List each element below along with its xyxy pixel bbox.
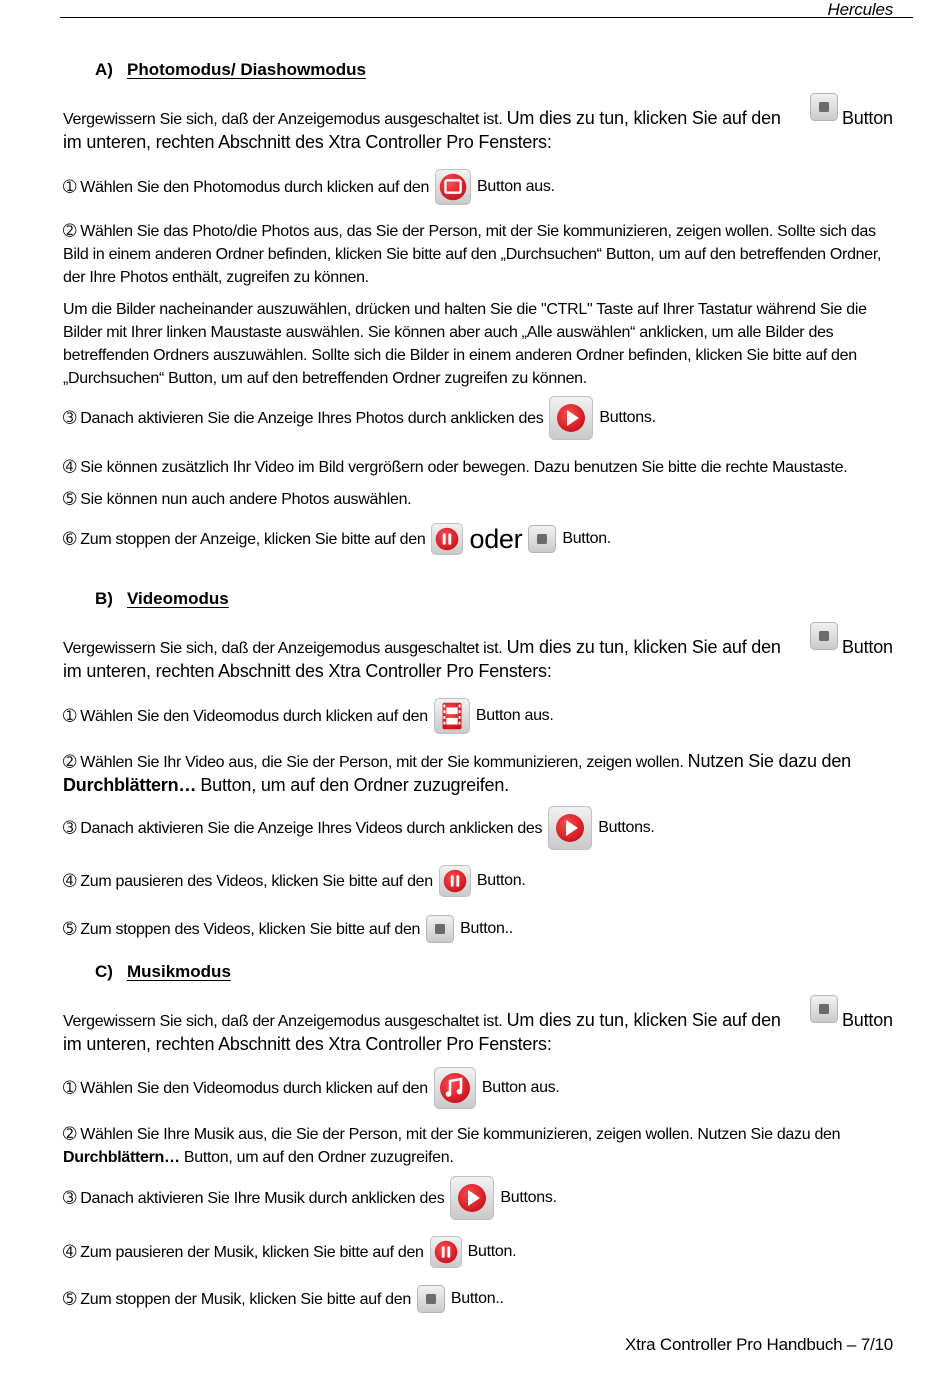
section-c-step2 [63, 1123, 893, 1169]
section-b-step1 [63, 697, 554, 735]
section-a-step2: ➁ Wählen Sie das Photo/die Photos aus, das Sie der Person, mit der Sie kommunizieren, zeigen wollen. Sollte sich das Bild in einem anderen Ordner befinden, klicken Sie bitte auf den „Durchsuchen“ Button, um auf den betreffenden Ordner, der Ihre Photos enthält, zugreifen zu können. [63, 223, 882, 286]
header-rule [60, 17, 913, 18]
photo-mode-icon[interactable] [435, 169, 471, 205]
section-a-intro-b: Um dies zu tun, klicken Sie auf den [506, 108, 781, 128]
section-b-intro [63, 636, 893, 660]
stop-icon[interactable] [417, 1285, 445, 1313]
section-c-step5-text: ➄ Zum stoppen der Musik, klicken Sie bitte auf den [63, 1291, 411, 1308]
pause-icon[interactable] [439, 865, 471, 897]
section-a-step3-text: ➂ Danach aktivieren Sie die Anzeige Ihres Photos durch anklicken des [63, 410, 544, 427]
section-c-intro-d: im unteren, rechten Abschnitt des Xtra Controller Pro Fensters: [63, 1034, 552, 1054]
section-c-step4-text: ➃ Zum pausieren der Musik, klicken Sie bitte auf den [63, 1244, 424, 1261]
play-icon[interactable] [549, 396, 593, 440]
stop-icon[interactable] [810, 93, 838, 121]
section-c-intro-button-word: Button [842, 1010, 893, 1030]
section-c-step2-b: Durchblättern… [63, 1149, 180, 1166]
section-b-heading [95, 589, 229, 609]
play-icon[interactable] [450, 1176, 494, 1220]
pause-icon[interactable] [431, 523, 463, 555]
stop-icon[interactable] [426, 915, 454, 943]
section-a-step1-post: Button aus. [477, 178, 555, 195]
section-c-step3-text: ➂ Danach aktivieren Sie Ihre Musik durch anklicken des [63, 1190, 445, 1207]
section-a-intro [63, 107, 893, 131]
header-brand: Hercules [827, 0, 893, 19]
section-c-step1-text: ➀ Wählen Sie den Videomodus durch klicken auf den [63, 1080, 428, 1097]
section-b-intro-button-word: Button [842, 637, 893, 657]
section-b-step2-a: ➁ Wählen Sie Ihr Video aus, die Sie der Person, mit der Sie kommunizieren, zeigen wollen. [63, 754, 684, 771]
stop-icon[interactable] [810, 622, 838, 650]
section-a-step6-text: ➅ Zum stoppen der Anzeige, klicken Sie bitte auf den [63, 531, 426, 548]
section-a-step5: ➄ Sie können nun auch andere Photos auswählen. [63, 491, 412, 508]
section-c-intro-b: Um dies zu tun, klicken Sie auf den [506, 1010, 781, 1030]
section-b-step2-b: Nutzen Sie dazu den [687, 751, 851, 771]
section-b-step3-post: Buttons. [598, 819, 655, 836]
section-b-step4 [63, 863, 525, 899]
section-a-step6-or: oder [469, 523, 523, 554]
section-a-step4: ➃ Sie können zusätzlich Ihr Video im Bild vergrößern oder bewegen. Dazu benutzen Sie bitte die rechte Maustaste. [63, 459, 848, 476]
section-a-step6-post: Button. [562, 530, 611, 547]
section-b-step1-post: Button aus. [475, 707, 554, 724]
section-c-step5 [63, 1283, 504, 1315]
section-c-heading [95, 962, 231, 982]
section-b-step1-text: ➀ Wählen Sie den Videomodus durch klicken auf den [63, 708, 428, 725]
section-a-heading [95, 60, 366, 80]
section-a-label: A) [95, 60, 113, 79]
pause-icon[interactable] [430, 1236, 462, 1268]
section-c-label: C) [95, 962, 113, 981]
section-b-step5 [63, 912, 513, 946]
section-c-step2-a: ➁ Wählen Sie Ihre Musik aus, die Sie der Person, mit der Sie kommunizieren, zeigen wollen. Nutzen Sie dazu den [63, 1126, 841, 1143]
section-b-intro-d: im unteren, rechten Abschnitt des Xtra Controller Pro Fensters: [63, 661, 552, 681]
section-b-step2 [63, 750, 893, 798]
music-mode-icon[interactable] [434, 1067, 476, 1109]
section-c-step1-post: Button aus. [481, 1079, 560, 1096]
section-a-intro-button-word: Button [842, 108, 893, 128]
play-icon[interactable] [548, 806, 592, 850]
section-b-step4-post: Button. [476, 872, 526, 889]
section-c-title: Musikmodus [127, 962, 231, 981]
section-b-step5-post: Button.. [460, 920, 513, 937]
section-c-step2-c: Button, um auf den Ordner zuzugreifen. [183, 1149, 454, 1166]
section-b-step4-text: ➃ Zum pausieren des Videos, klicken Sie bitte auf den [63, 873, 433, 890]
section-a-paragraph: Um die Bilder nacheinander auszuwählen, drücken und halten Sie die "CTRL" Taste auf Ihrer Tastatur während Sie die Bilder mit Ihrer linken Maustaste auswählen. Sie können aber auch „Alle auswählen“ anklicken, um alle Bilder des betreffenden Ordners auszuwählen. Sollte sich die Bilder in einem anderen Ordner befinden, klicken Sie bitte auf den „Durchsuchen“ Button, um auf den betreffenden Ordner zugreifen zu können. [63, 301, 867, 387]
section-a-step6 [63, 520, 611, 558]
section-c-step4 [63, 1235, 516, 1269]
video-mode-icon[interactable] [434, 698, 470, 734]
section-a-step3 [63, 396, 656, 440]
section-b-step3 [63, 806, 655, 850]
section-b-step5-text: ➄ Zum stoppen des Videos, klicken Sie bitte auf den [63, 921, 421, 938]
section-a-intro-d: im unteren, rechten Abschnitt des Xtra Controller Pro Fensters: [63, 132, 552, 152]
section-a-step1-text: ➀ Wählen Sie den Photomodus durch klicken auf den [63, 179, 430, 196]
section-c-step1 [63, 1067, 560, 1109]
section-b-intro-b: Um dies zu tun, klicken Sie auf den [506, 637, 781, 657]
section-b-step2-c: Durchblättern… [63, 775, 197, 795]
section-c-step3-post: Buttons. [500, 1189, 557, 1206]
section-b-intro-a: Vergewissern Sie sich, daß der Anzeigemodus ausgeschaltet ist. [63, 640, 503, 657]
page-footer: Xtra Controller Pro Handbuch – 7/10 [625, 1335, 893, 1354]
section-c-intro [63, 1009, 893, 1033]
section-a-step3-post: Buttons. [599, 409, 656, 426]
section-c-step5-post: Button.. [450, 1290, 504, 1307]
stop-icon[interactable] [528, 525, 556, 553]
section-b-step2-d: Button, um auf den Ordner zuzugreifen. [200, 775, 509, 795]
section-b-label: B) [95, 589, 113, 608]
section-b-title: Videomodus [127, 589, 229, 608]
section-a-title: Photomodus/ Diashowmodus [127, 60, 366, 79]
section-c-step3 [63, 1176, 557, 1220]
section-b-step3-text: ➂ Danach aktivieren Sie die Anzeige Ihres Videos durch anklicken des [63, 820, 543, 837]
section-a-step1 [63, 168, 555, 206]
stop-icon[interactable] [810, 995, 838, 1023]
section-a-intro-a: Vergewissern Sie sich, daß der Anzeigemodus ausgeschaltet ist. [63, 111, 503, 128]
section-c-intro-a: Vergewissern Sie sich, daß der Anzeigemodus ausgeschaltet ist. [63, 1013, 503, 1030]
section-c-step4-post: Button. [467, 1243, 517, 1260]
